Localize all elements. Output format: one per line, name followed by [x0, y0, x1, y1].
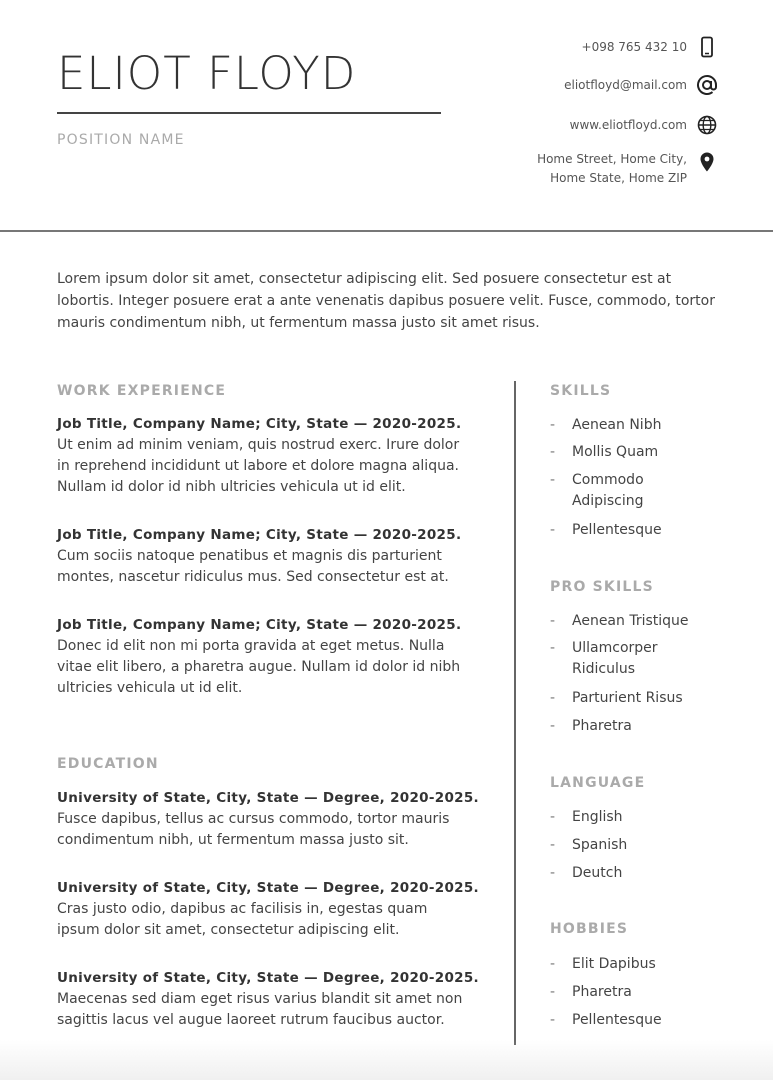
pro-skill-item-multiline: [550, 638, 658, 680]
work-entry-title: Job Title, Company Name; City, State — 2020-2025.: [57, 416, 462, 432]
skill-item: - Commodo: [550, 470, 644, 491]
work-entry-line: Nullam id dolor id nibh ultricies vehicula ut id elit.: [57, 479, 406, 495]
address-line-2: Home State, Home ZIP: [550, 171, 687, 185]
website-url: www.eliotfloyd.com: [569, 118, 687, 132]
column-divider: [514, 381, 516, 1045]
education-entry-line: Fusce dapibus, tellus ac cursus commodo, tortor mauris: [57, 811, 450, 827]
work-entry-line: Ut enim ad minim veniam, quis nostrud exerc. Irure dolor: [57, 437, 460, 453]
pro-skill-item-continued: Ridiculus: [572, 661, 636, 677]
work-entry-line: in reprehend incididunt ut labore et dolore magna aliqua.: [57, 458, 459, 474]
pro-skill-item: - Aenean Tristique: [550, 611, 689, 632]
profile-summary: Lorem ipsum dolor sit amet, consectetur adipiscing elit. Sed posuere consectetur est at lobortis. Integer posuere erat a ante venenatis dapibus posuere velit. Fusce, commodo, tortor mauris condimentum nibh, ut fermentum massa justo sit amet risus.: [57, 271, 715, 331]
education-heading: EDUCATION: [57, 756, 159, 772]
work-entry: [57, 525, 461, 588]
contact-website-row: [273, 114, 773, 144]
phone-number: +098 765 432 10: [581, 40, 687, 54]
contact-address-row: [273, 150, 773, 194]
skill-item-multiline: [550, 470, 644, 512]
education-entry-line: ipsum dolor sit amet, consectetur adipiscing elit.: [57, 922, 400, 938]
work-entry: [57, 615, 461, 699]
work-entry-line: vitae elit libero, a pharetra augue. Nullam id dolor id nibh: [57, 659, 461, 675]
pro-skill-item: - Parturient Risus: [550, 688, 683, 709]
work-entry-title: Job Title, Company Name; City, State — 2020-2025.: [57, 527, 462, 543]
education-entry-line: Maecenas sed diam eget risus varius blandit sit amet non: [57, 991, 463, 1007]
hobbies-heading: HOBBIES: [550, 921, 629, 937]
skill-item: - Pellentesque: [550, 520, 662, 541]
education-entry-line: condimentum nibh, ut fermentum massa justo sit.: [57, 832, 409, 848]
skill-item: - Mollis Quam: [550, 442, 658, 463]
education-entry-line: Cras justo odio, dapibus ac facilisis in, egestas quam: [57, 901, 428, 917]
skill-item: - Aenean Nibh: [550, 415, 661, 436]
work-entry: [57, 414, 461, 498]
position-name: POSITION NAME: [57, 132, 185, 148]
contact-email-row: [273, 74, 773, 104]
education-entry: [57, 878, 479, 941]
work-experience-heading: WORK EXPERIENCE: [57, 383, 227, 399]
pro-skill-item: - Ullamcorper: [550, 638, 658, 659]
language-item: - English: [550, 807, 623, 828]
phone-icon: [696, 36, 718, 58]
hobby-item: - Elit Dapibus: [550, 954, 656, 975]
education-entry-title: University of State, City, State — Degree, 2020-2025.: [57, 790, 479, 806]
language-heading: LANGUAGE: [550, 775, 646, 791]
language-item: - Deutch: [550, 863, 622, 884]
hobby-item: - Pharetra: [550, 982, 632, 1003]
work-entry-line: ultricies vehicula ut id elit.: [57, 680, 243, 696]
location-pin-icon: [696, 151, 718, 173]
resume-header: [0, 0, 773, 232]
contact-phone-row: [273, 36, 773, 66]
skill-item-continued: Adipiscing: [572, 493, 644, 509]
pro-skills-heading: PRO SKILLS: [550, 579, 654, 595]
language-item: - Spanish: [550, 835, 627, 856]
bottom-shadow: [0, 1040, 773, 1080]
work-entry-line: Donec id elit non mi porta gravida at eget metus. Nulla: [57, 638, 445, 654]
address-line-1: Home Street, Home City,: [537, 152, 687, 166]
email-address: eliotfloyd@mail.com: [564, 78, 687, 92]
education-entry-title: University of State, City, State — Degree, 2020-2025.: [57, 970, 479, 986]
work-entry-title: Job Title, Company Name; City, State — 2020-2025.: [57, 617, 462, 633]
work-entry-line: Cum sociis natoque penatibus et magnis dis parturient: [57, 548, 442, 564]
at-icon: [696, 74, 718, 96]
globe-icon: [696, 114, 718, 136]
education-entry-title: University of State, City, State — Degree, 2020-2025.: [57, 880, 479, 896]
candidate-name: ELIOT FLOYD: [57, 44, 441, 114]
education-entry: [57, 968, 479, 1031]
education-entry: [57, 788, 479, 851]
hobby-item: - Pellentesque: [550, 1010, 662, 1031]
work-entry-line: montes, nascetur ridiculus mus. Sed consectetur est at.: [57, 569, 449, 585]
education-entry-line: sagittis lacus vel augue laoreet rutrum faucibus auctor.: [57, 1012, 445, 1028]
skills-heading: SKILLS: [550, 383, 612, 399]
pro-skill-item: - Pharetra: [550, 716, 632, 737]
